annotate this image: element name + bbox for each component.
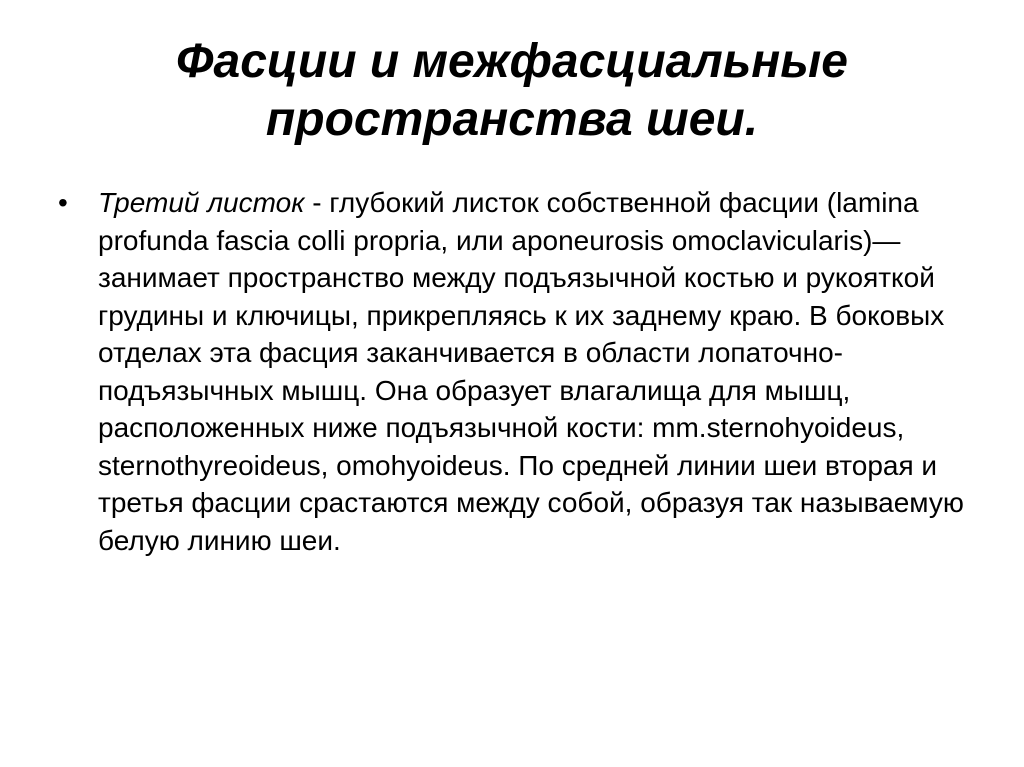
bullet-item [58, 184, 978, 559]
bullet-text: - глубокий листок собственной фасции (lamina profunda fascia colli propria, или aponeurosis omoclavicularis)— занимает пространство между подъязычной костью и рукояткой грудины и ключицы, прикрепляясь к их заднему краю. В боковых отделах эта фасция заканчивается в области лопаточно-подъязычных мышц. Она образует влагалища для мышц, расположенных ниже подъязычной кости: mm.sternohyoideus, sternothyreoideus, omohyoideus. По средней линии шеи вторая и третья фасции срастаются между собой, образуя так называемую белую линию шеи. [98, 187, 964, 556]
slide-title: Фасции и межфасциальные пространства шеи. [176, 35, 848, 146]
bullet-marker: • [58, 187, 68, 218]
bullet-term: Третий листок [98, 187, 305, 218]
bullet-list [58, 184, 978, 559]
